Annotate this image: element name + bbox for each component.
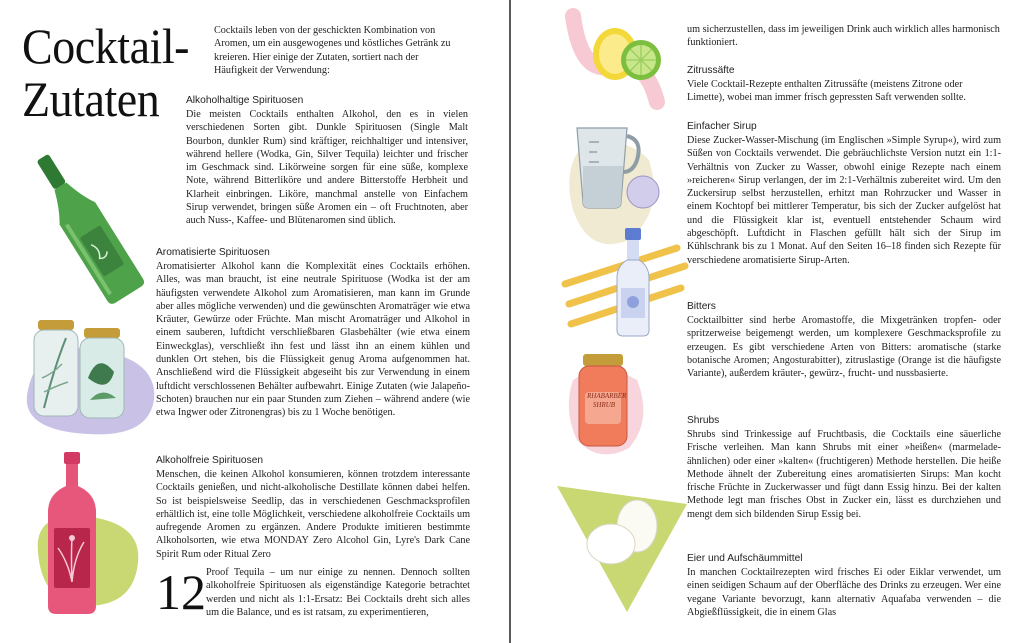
section-zitrussaefte: [687, 64, 1001, 105]
left-page: [0, 0, 509, 643]
intro-paragraph: Cocktails leben von der geschickten Kombination von Aromen, um ein ausgewogenes und köstliches Getränk zu kreieren. Hier einige der Zutaten, sortiert nach der Häufigkeit der Verwendung:: [214, 25, 451, 76]
section-eier: [687, 552, 1001, 619]
section-heading: Einfacher Sirup: [687, 121, 757, 132]
page-number: 12: [156, 564, 206, 620]
title-line-2: Zutaten: [22, 71, 160, 127]
lemon-lime-illustration: [589, 20, 669, 86]
section-heading: Aromatisierte Spirituosen: [156, 247, 270, 258]
section-heading: Bitters: [687, 301, 716, 312]
section-alkoholhaltige: [186, 94, 468, 228]
section-text: In manchen Cocktailrezepten wird frisches Ei oder Eiklar verwendet, um einen seidigen Schaum auf der Oberfläche des Drinks zu erzeugen. Wer eine vegane Variante bevorzugt, kann alternativ Aquafaba verwenden – die Abgießflüssigkeit, die in einem Glas: [687, 567, 1001, 618]
syrup-bottle-illustration: [613, 226, 653, 338]
section-text: Cocktailbitter sind herbe Aromastoffe, die Mixgetränken tropfen- oder spritzerweise beigemengt werden, um komplexere Geschmacksprofile zu erzeugen. Es gibt verschiedene Arten von Bitters: aromatische (starke botanische Aromen; Angosturabitter), zitruslastige (Orange ist die häufigste Variante), außerdem kräuter-, gewürz-, frucht- und nussbasierte.: [687, 315, 1001, 380]
section-bitters: [687, 300, 1001, 380]
section-alkoholfreie-continued: [206, 566, 470, 619]
section-shrubs: [687, 414, 1001, 521]
page-title: [22, 20, 206, 126]
section-heading: Eier und Aufschäummittel: [687, 553, 803, 564]
eggs-illustration: [583, 498, 663, 570]
measuring-jug-illustration: [571, 122, 661, 214]
section-text: Aromatisierter Alkohol kann die Komplexität eines Cocktails erhöhen. Alles, was man braucht, ist eine neutrale Spirituose (Wodka ist der am häufigsten verwendete Alkohol zum Aromatisieren, man kann im Grunde aber alles mögliche verwenden) und die gewünschten Aromaträger wie etwa Kräuter, Gewürze oder Früchte. Man mischt Aromaträger und Alkohol in einem sauberen, luftdicht verschließbaren Glasbehälter (wie etwa einem Einweckglas), verschließt ihn fest und lässt ihn an einem kühlen und dunklen Ort stehen, bis die Flüssigkeit genug Aroma aufgenommen hat. Anschließend wird die Flüssigkeit abgeseiht bis zur Verwendung in einem luftdicht verschlossenen Behälter aufbewahrt. Einige Zutaten (wie Jalapeño-Schoten) brauchen nur ein paar Stunden zum Ziehen – während andere (wie etwa Ingwer oder Zitronengras) bis zu 1 Woche benötigen.: [156, 261, 470, 419]
section-text: Shrubs sind Trinkessige auf Fruchtbasis, die Cocktails eine säuerliche Frische verleihen. Man kann Shrubs mit einer »heißen« (marmelade-ähnlichen) oder einer »kalten« (fruchtigeren) Methode herstellen. Die heiße Methode ähnelt der Zubereitung eines aromatisierten Sirups: Man kocht frische Früchte in Zuckerwasser und fügt dann Essig hinzu. Bei der kalten Methode legt man frisches Obst in Zucker ein, lässt es durchziehen und mengt dem sich bildenden Sirup Essig bei.: [687, 429, 1001, 520]
infusion-jars-illustration: [30, 318, 130, 422]
section-text: Die meisten Cocktails enthalten Alkohol, den es in vielen verschiedenen Sorten gibt. Dunkle Spirituosen (Single Malt Bourbon, dunkler Rum) sind kräftiger, reichhaltiger und intensiver, während hellere (Wodka, Gin, Silver Tequila) leichter und frischer im Geschmack sind. Likörweine sorgen für eine süße, komplexe Note, während Bitterliköre und andere Bitterstoffe Herbheit und Klarheit einbringen. Liköre, manchmal anstelle von Einfachem Sirup verwendet, bringen süße Aromen ein – oft Fruchtnoten, aber auch Nuss-, Kaffee- und Blütenaromen sind üblich.: [186, 109, 468, 227]
continued-paragraph: um sicherzustellen, dass im jeweiligen Drink auch wirklich alles harmonisch funktioniert.: [687, 24, 1000, 49]
section-text-part-2: Proof Tequila – um nur einige zu nennen. Dennoch sollten alkoholfreie Spirituosen als eigenständige Kategorie betrachtet werden und nicht als 1:1-Ersatz: Bei Cocktails dreht sich alles um die Balance, und es ist ratsam, zu experimentieren,: [206, 567, 470, 618]
section-heading: Shrubs: [687, 415, 720, 426]
section-alkoholfreie: [156, 454, 470, 561]
right-page: [511, 0, 1020, 643]
section-aromatisierte: [156, 246, 470, 420]
title-line-1: Cocktail-: [22, 18, 190, 74]
section-einfacher-sirup: [687, 120, 1001, 267]
section-text: Viele Cocktail-Rezepte enthalten Zitrussäfte (meistens Zitrone oder Limette), wobei man immer frisch gepressten Saft verwenden sollte.: [687, 79, 966, 104]
green-bottle-illustration: [28, 140, 146, 310]
section-heading: Alkoholhaltige Spirituosen: [186, 95, 304, 106]
section-text: Diese Zucker-Wasser-Mischung (im Englischen »Simple Syrup«), wird zum Süßen von Cocktails verwendet. Die gebräuchlichste Version nutzt ein 1:1-Verhältnis von Zucker zu Wasser, obwohl einige Rezepte nach einem »reicheren« Sirup verlangen, der im 2:1-Verhältnis zubereitet wird. Um den Zuckersirup selbst herzustellen, erhitzt man Rohrzucker und Wasser in einem Kochtopf bei mittlerer Temperatur, bis sich der Zucker aufgelöst hat und die Flüssigkeit klar ist, eventuell entstehender Schaum wird abgeschöpft. Luftdicht in Flaschen gefüllt hält sich der Sirup im Kühlschrank bis zu 1 Monat. Auf den Seiten 16–18 finden sich Rezepte für verschiedene aromatisierte Sirup-Arten.: [687, 135, 1001, 266]
section-heading: Alkoholfreie Spirituosen: [156, 455, 264, 466]
pink-bottle-illustration: [42, 450, 102, 618]
shrub-jar-label: RHABARBER SHRUB: [587, 392, 627, 409]
section-text-part-1: Menschen, die keinen Alkohol konsumieren, können trotzdem interessante Cocktails genießen, und nicht-alkoholische Destillate können dabei helfen. So ist beispielsweise Seedlip, das in verschiedenen Geschmacksprofilen erhältlich ist, eine tolle Möglichkeit, verschiedene alkoholfreie Cocktails um aufregende Aromen zu ergänzen. Andere Produkte imitieren bestimmte Alkoholsorten, wie etwa MONDAY Zero Alcohol Gin, Lyre's Dark Cane Spirit Rum oder Ritual Zero: [156, 469, 470, 560]
section-heading: Zitrussäfte: [687, 65, 735, 76]
